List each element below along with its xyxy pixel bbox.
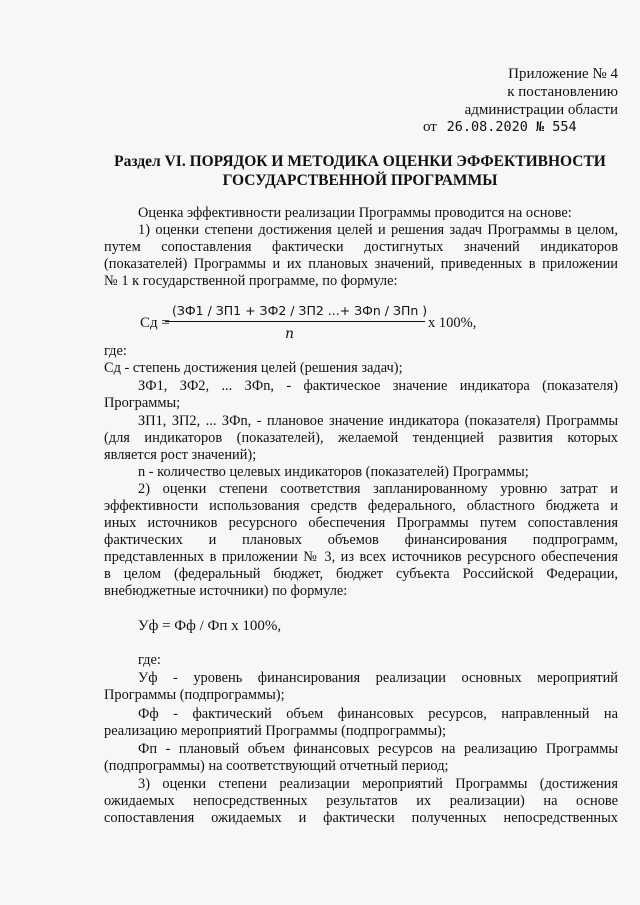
- date-prefix: от: [423, 119, 437, 135]
- formula-2: Уф = Фф / Фп x 100%,: [138, 618, 282, 634]
- formula-1-lhs: Сд =: [140, 315, 170, 331]
- def-uf-line-2: Программы (подпрограммы);: [104, 687, 285, 703]
- p2-line-7: внебюджетные источники) по формуле:: [104, 583, 348, 599]
- p2-line-5: представленных в приложении № 3, из всех источников ресурсного обеспечения: [104, 549, 618, 565]
- p3-line-1: 3) оценки степени реализации мероприятий Программы (достижения: [138, 776, 618, 792]
- def-uf-line-1: Уф - уровень финансирования реализации основных мероприятий: [138, 670, 618, 686]
- def-ff-line-2: реализацию мероприятий Программы (подпрограммы);: [104, 723, 446, 739]
- p3-line-3: сопоставления ожидаемых и фактически полученных непосредственных: [104, 810, 618, 826]
- formula-1-numerator: (ЗФ1 / ЗП1 + ЗФ2 / ЗП2 ...+ ЗФn / ЗПn ): [172, 303, 428, 318]
- def-fp-line-1: Фп - плановый объем финансовых ресурсов на реализацию Программы: [138, 741, 618, 757]
- formula-1-tail: x 100%,: [428, 315, 477, 331]
- def-zp-line-2: (для индикаторов (показателей), желаемой тенденцией развития которых: [104, 430, 618, 446]
- appendix-line-1: Приложение № 4: [508, 66, 618, 82]
- p2-line-1: 2) оценки степени соответствия запланированному уровню затрат и: [138, 481, 618, 497]
- p3-line-2: ожидаемых непосредственных результатов их реализации) на основе: [104, 793, 618, 809]
- def-fp-line-2: (подпрограммы) на соответствующий отчетный период;: [104, 758, 449, 774]
- def-cd: Сд - степень достижения целей (решения задач);: [104, 360, 403, 376]
- p2-line-3: иных источников ресурсного обеспечения Программы путем сопоставления: [104, 515, 618, 531]
- p1-line-4: № 1 к государственной программе, по формуле:: [104, 273, 398, 289]
- where-label-2: где:: [138, 652, 161, 668]
- def-ff-line-1: Фф - фактический объем финансовых ресурсов, направленный на: [138, 706, 618, 722]
- formula-1-denominator: n: [285, 326, 295, 342]
- p1-line-2: путем сопоставления фактически достигнутых значений индикаторов: [104, 239, 618, 255]
- appendix-line-3: администрации области: [464, 102, 618, 118]
- date-stamp: 26.08.2020 № 554: [446, 119, 577, 135]
- def-zf-line-1: ЗФ1, ЗФ2, ... ЗФn, - фактическое значение индикатора (показателя): [138, 378, 618, 394]
- appendix-line-2: к постановлению: [507, 84, 618, 100]
- formula-1-fraction-bar: [165, 321, 425, 322]
- intro-text: Оценка эффективности реализации Программы проводится на основе:: [138, 205, 572, 221]
- def-zp-line-3: является рост значений);: [104, 447, 257, 463]
- where-label-1: где:: [104, 343, 127, 359]
- p2-line-6: в целом (федеральный бюджет, бюджет субъекта Российской Федерации,: [104, 566, 618, 582]
- def-n: n - количество целевых индикаторов (показателей) Программы;: [138, 464, 529, 480]
- def-zp-line-1: ЗП1, ЗП2, ... ЗФn, - плановое значение индикатора (показателя) Программы: [138, 413, 618, 429]
- p1-line-3: (показателей) Программы и их плановых значений, приведенных в приложении: [104, 256, 618, 272]
- section-title-line-1: Раздел VI. ПОРЯДОК И МЕТОДИКА ОЦЕНКИ ЭФФЕКТИВНОСТИ: [114, 153, 606, 170]
- p2-line-4: фактических и плановых объемов финансирования подпрограмм,: [104, 532, 618, 548]
- p1-line-1: 1) оценки степени достижения целей и решения задач Программы в целом,: [138, 222, 618, 238]
- section-title-line-2: ГОСУДАРСТВЕННОЙ ПРОГРАММЫ: [222, 172, 498, 189]
- appendix-date-line: [423, 119, 577, 136]
- p2-line-2: эффективности использования средств федерального, областного бюджета и: [104, 498, 618, 514]
- def-zf-line-2: Программы;: [104, 395, 181, 411]
